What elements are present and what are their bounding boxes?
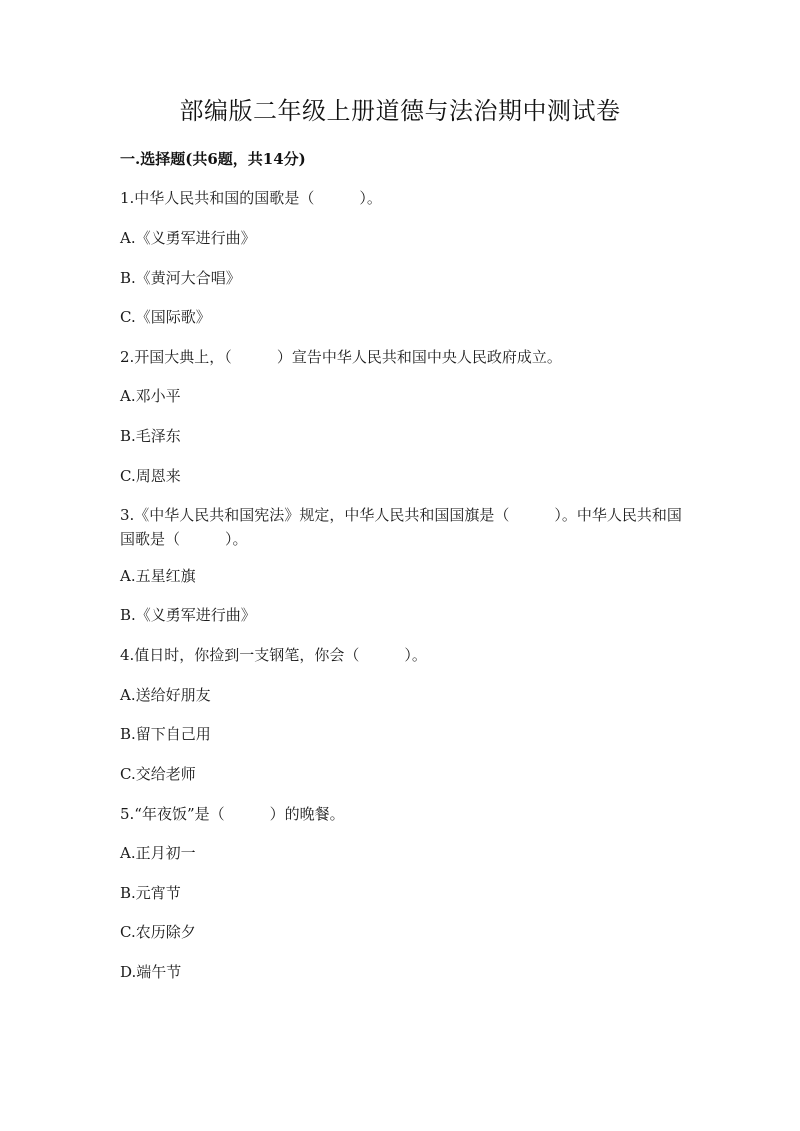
section-heading: 一.选择题(共6题，共14分) [120,150,306,168]
question-1-option-b: B.《黄河大合唱》 [120,269,241,287]
question-1-stem: 1.中华人民共和国的国歌是（ ）。 [120,189,382,207]
question-5-stem: 5.“年夜饭”是（ ）的晚餐。 [120,805,345,823]
question-2-option-c: C.周恩来 [120,467,181,485]
question-2-option-a: A.邓小平 [120,387,181,405]
question-2-option-b: B.毛泽东 [120,427,181,445]
question-2-stem: 2.开国大典上，（ ）宣告中华人民共和国中央人民政府成立。 [120,348,562,366]
question-4-stem: 4.值日时，你捡到一支钢笔，你会（ ）。 [120,646,427,664]
question-5-option-b: B.元宵节 [120,884,181,902]
page-title: 部编版二年级上册道德与法治期中测试卷 [179,97,621,125]
question-4-option-c: C.交给老师 [120,765,196,783]
question-3-option-b: B.《义勇军进行曲》 [120,606,256,624]
question-5-option-c: C.农历除夕 [120,923,196,941]
question-1-option-c: C.《国际歌》 [120,308,211,326]
question-4-option-b: B.留下自己用 [120,725,211,743]
question-3-stem: 3.《中华人民共和国宪法》规定，中华人民共和国国旗是（ ）。中华人民共和国国歌是（ ）。 [120,506,682,548]
question-4-option-a: A.送给好朋友 [120,686,211,704]
question-5-option-d: D.端午节 [120,963,182,981]
question-1-option-a: A.《义勇军进行曲》 [120,229,256,247]
question-3-option-a: A.五星红旗 [120,567,196,585]
question-5-option-a: A.正月初一 [120,844,196,862]
